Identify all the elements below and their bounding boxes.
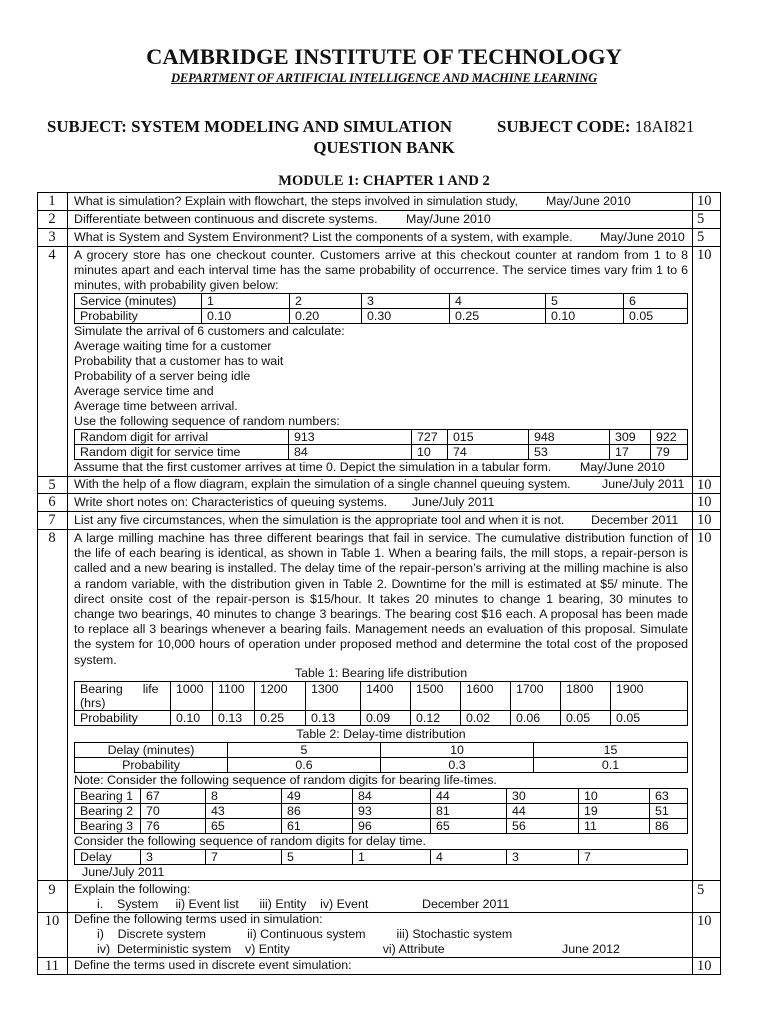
table-cell: Delay (minutes) xyxy=(75,743,228,758)
table-cell: 11 xyxy=(579,819,650,834)
table-cell: 0.05 xyxy=(611,711,688,726)
table-cell: Service (minutes) xyxy=(75,294,202,309)
table-cell: 727 xyxy=(412,430,448,445)
table-cell: 10 xyxy=(381,743,534,758)
subject-code-label: SUBJECT CODE: xyxy=(497,117,631,136)
table-cell: 0.6 xyxy=(228,758,381,773)
subject-code xyxy=(497,117,694,137)
row-divider xyxy=(37,529,721,530)
table-cell: 0.06 xyxy=(511,711,561,726)
table-cell: 3 xyxy=(362,294,450,309)
table-cell: 0.02 xyxy=(461,711,511,726)
table-cell: 7 xyxy=(579,850,688,865)
question-items: iv) Deterministic system v) Entity vi) Attribute xyxy=(97,942,445,956)
table-cell: 3 xyxy=(141,850,206,865)
question-date: May/June 2010 xyxy=(580,460,665,474)
question-text: A grocery store has one checkout counter. Customers arrive at this checkout counter at random from 1 to 8 minutes apart and each interval time has the same probability of occurrence. The service times vary frim 1 to 6 minutes, with probability given below: xyxy=(74,248,688,293)
table-cell: 0.10 xyxy=(546,309,624,324)
question-text: Average time between arrival. xyxy=(74,399,238,413)
table-cell: 43 xyxy=(206,804,282,819)
question-text: Differentiate between continuous and discrete systems. xyxy=(74,212,378,226)
table-cell: 15 xyxy=(534,743,688,758)
subject-title: SUBJECT: SYSTEM MODELING AND SIMULATION xyxy=(47,117,452,136)
question-text: A large milling machine has three different bearings that fail in service. The cumulative distribution function of the life of each bearing is identical, as shown in Table 1. When a bearing fails, the mill stops, a repair-person is called and a new bearing is installed. The delay time of the repair-person’s arriving at the milling machine is also a random variable, with the distribution given in Table 2. Downtime for the mill is estimated at $5/ minute. The direct onsite cost of the repair-person is $15/hour. It takes 20 minutes to change 1 bearing, 30 minutes to change two bearings, 40 minutes to change 3 bearings. The bearing cost $16 each. A proposal has been made to replace all 3 bearings whenever a bearing fails. Management needs an evaluation of this proposal. Simulate the system for 10,000 hours of operation under proposed method and determine the total cost of the proposed system. xyxy=(74,531,688,667)
table-cell: 015 xyxy=(448,430,529,445)
question-text: What is simulation? Explain with flowchart, the steps involved in simulation study, xyxy=(74,194,518,208)
question-text: Consider the following sequence of random digits for delay time. xyxy=(74,834,426,848)
table-cell: 86 xyxy=(650,819,688,834)
table-cell: 0.30 xyxy=(362,309,450,324)
table-cell: 922 xyxy=(651,430,688,445)
question-date: May/June 2010 xyxy=(546,194,631,208)
question-text: What is System and System Environment? List the components of a system, with example. xyxy=(74,230,573,244)
question-date: June 2012 xyxy=(562,942,620,956)
table-cell: Bearing 2 xyxy=(75,804,141,819)
table-cell: 81 xyxy=(431,804,507,819)
table-cell: 93 xyxy=(353,804,431,819)
question-marks: 10 xyxy=(697,477,712,493)
table-cell: 1200 xyxy=(255,682,306,711)
table-cell: 79 xyxy=(651,445,688,460)
question-number: 5 xyxy=(48,477,56,493)
table-cell: 56 xyxy=(507,819,579,834)
table-cell: 84 xyxy=(353,789,431,804)
question-marks: 10 xyxy=(697,958,712,974)
question-date: June/July 2011 xyxy=(82,865,165,879)
table-cell: 19 xyxy=(579,804,650,819)
table-cell: 1400 xyxy=(361,682,411,711)
table-cell: 1800 xyxy=(561,682,611,711)
question-number: 8 xyxy=(48,530,56,546)
delay-random-digits-table xyxy=(74,849,688,865)
question-number: 10 xyxy=(44,913,60,929)
table-cell: 44 xyxy=(431,789,507,804)
table-cell: 1 xyxy=(202,294,290,309)
table-cell: 44 xyxy=(507,804,579,819)
subject-code-value: 18AI821 xyxy=(634,117,695,136)
delay-time-table xyxy=(74,742,688,773)
table-cell: 6 xyxy=(624,294,688,309)
table-cell: 70 xyxy=(141,804,206,819)
question-number: 1 xyxy=(48,193,56,209)
question-marks: 5 xyxy=(697,229,705,245)
table-cell: 53 xyxy=(529,445,610,460)
question-date: June/July 2011 xyxy=(602,477,685,491)
service-time-table xyxy=(74,293,688,324)
row-divider xyxy=(37,493,721,494)
table-cell: 1000 xyxy=(171,682,213,711)
table-label: Bearing xyxy=(80,682,123,696)
table-cell: 1500 xyxy=(411,682,461,711)
table-cell: 0.10 xyxy=(202,309,290,324)
table-cell: 86 xyxy=(282,804,353,819)
table-cell: 74 xyxy=(448,445,529,460)
question-date: May/June 2010 xyxy=(406,212,491,226)
table-cell: 51 xyxy=(650,804,688,819)
table-cell: 0.05 xyxy=(624,309,688,324)
grid-line-num xyxy=(67,192,68,974)
question-marks: 10 xyxy=(697,913,712,929)
table-cell: 30 xyxy=(507,789,579,804)
table-cell: 0.13 xyxy=(306,711,361,726)
table-label: life xyxy=(142,682,159,696)
question-text: Probability that a customer has to wait xyxy=(74,354,284,368)
question-marks: 10 xyxy=(697,512,712,528)
question-number: 4 xyxy=(48,247,56,263)
table-cell: 0.25 xyxy=(255,711,306,726)
question-items: i. System ii) Event list iii) Entity iv) Event xyxy=(97,897,369,911)
table-cell: 10 xyxy=(412,445,448,460)
question-text: Average waiting time for a customer xyxy=(74,339,272,353)
question-marks: 5 xyxy=(697,882,705,898)
question-text: Write short notes on: Characteristics of queuing systems. xyxy=(74,495,388,509)
table-cell: 0.12 xyxy=(411,711,461,726)
question-text: Probability of a server being idle xyxy=(74,369,251,383)
question-marks: 10 xyxy=(697,530,712,546)
table-cell: Bearing 1 xyxy=(75,789,141,804)
table-cell: 65 xyxy=(431,819,507,834)
table-cell: 309 xyxy=(610,430,651,445)
table-cell: 0.09 xyxy=(361,711,411,726)
table-cell: 0.05 xyxy=(561,711,611,726)
table-cell: Probability xyxy=(75,711,171,726)
table-cell: 65 xyxy=(206,819,282,834)
question-marks: 10 xyxy=(697,193,712,209)
question-text: Explain the following: xyxy=(74,882,191,896)
row-divider xyxy=(37,511,721,512)
question-text: Simulate the arrival of 6 customers and calculate: xyxy=(74,324,345,338)
department-title: DEPARTMENT OF ARTIFICIAL INTELLIGENCE AND MACHINE LEARNING xyxy=(171,71,597,85)
table-cell: 5 xyxy=(282,850,353,865)
table-cell: 0.25 xyxy=(450,309,546,324)
row-divider xyxy=(37,228,721,229)
table-cell: 0.20 xyxy=(290,309,362,324)
table-cell: 5 xyxy=(228,743,381,758)
grid-line-text xyxy=(692,192,693,974)
table-cell: 4 xyxy=(450,294,546,309)
table-cell: 10 xyxy=(579,789,650,804)
table-cell: 1700 xyxy=(511,682,561,711)
question-date: May/June 2010 xyxy=(600,230,685,244)
table-cell: 0.10 xyxy=(171,711,213,726)
table-cell: 1300 xyxy=(306,682,361,711)
bearing-random-digits-table xyxy=(74,788,688,834)
question-number: 2 xyxy=(48,211,56,227)
table-cell: 7 xyxy=(206,850,282,865)
table-cell: 913 xyxy=(289,430,412,445)
table-cell: 8 xyxy=(206,789,282,804)
table-cell xyxy=(75,682,171,711)
table-cell: Probability xyxy=(75,758,228,773)
table-cell: 61 xyxy=(282,819,353,834)
question-text: Average service time and xyxy=(74,384,214,398)
document-type: QUESTION BANK xyxy=(313,138,455,157)
table-caption: Table 1: Bearing life distribution xyxy=(294,666,468,680)
question-text: Define the following terms used in simulation: xyxy=(74,912,323,926)
table-cell: 3 xyxy=(507,850,579,865)
table-label: (hrs) xyxy=(80,696,106,710)
question-items: i) Discrete system ii) Continuous system iii) Stochastic system xyxy=(97,927,513,941)
question-marks: 10 xyxy=(697,247,712,263)
question-text: Note: Consider the following sequence of random digits for bearing life-times. xyxy=(74,773,497,787)
table-cell: 84 xyxy=(289,445,412,460)
table-cell: Probability xyxy=(75,309,202,324)
row-divider xyxy=(37,246,721,247)
question-number: 7 xyxy=(48,512,56,528)
table-cell: Delay xyxy=(75,850,141,865)
question-text: List any five circumstances, when the simulation is the appropriate tool and when it is not. xyxy=(74,513,565,527)
table-cell: 49 xyxy=(282,789,353,804)
question-marks: 5 xyxy=(697,211,705,227)
table-cell: Bearing 3 xyxy=(75,819,141,834)
grid-line-left xyxy=(37,192,38,974)
table-cell: 0.13 xyxy=(213,711,255,726)
table-cell: 1 xyxy=(353,850,431,865)
question-text: Define the terms used in discrete event simulation: xyxy=(74,958,352,972)
table-cell: 2 xyxy=(290,294,362,309)
table-cell: 96 xyxy=(353,819,431,834)
table-cell: 5 xyxy=(546,294,624,309)
row-divider xyxy=(37,974,721,975)
table-cell: 0.3 xyxy=(381,758,534,773)
table-cell: Random digit for service time xyxy=(75,445,289,460)
question-number: 3 xyxy=(48,229,56,245)
question-number: 6 xyxy=(48,494,56,510)
table-cell: 17 xyxy=(610,445,651,460)
table-cell: 0.1 xyxy=(534,758,688,773)
question-number: 11 xyxy=(45,958,59,974)
question-date: December 2011 xyxy=(591,513,679,527)
grid-line-right xyxy=(720,192,721,974)
bearing-life-table xyxy=(74,681,688,726)
table-cell: 1600 xyxy=(461,682,511,711)
question-number: 9 xyxy=(48,882,56,898)
table-caption: Table 2: Delay-time distribution xyxy=(296,727,466,741)
table-cell: 1900 xyxy=(611,682,688,711)
random-digit-table xyxy=(74,429,688,460)
module-heading: MODULE 1: CHAPTER 1 AND 2 xyxy=(278,173,490,189)
question-date: June/July 2011 xyxy=(412,495,495,509)
table-cell: 1100 xyxy=(213,682,255,711)
row-divider xyxy=(37,210,721,211)
row-divider xyxy=(37,192,721,193)
institute-title: CAMBRIDGE INSTITUTE OF TECHNOLOGY xyxy=(146,44,622,69)
table-cell: 63 xyxy=(650,789,688,804)
question-date: December 2011 xyxy=(422,897,510,911)
table-cell: 76 xyxy=(141,819,206,834)
table-cell: Random digit for arrival xyxy=(75,430,289,445)
table-cell: 4 xyxy=(431,850,507,865)
question-marks: 10 xyxy=(697,494,712,510)
table-cell: 948 xyxy=(529,430,610,445)
question-text: Assume that the first customer arrives at time 0. Depict the simulation in a tabular form. xyxy=(74,460,552,474)
table-cell: 67 xyxy=(141,789,206,804)
question-text: With the help of a flow diagram, explain the simulation of a single channel queuing system. xyxy=(74,477,571,491)
question-text: Use the following sequence of random numbers: xyxy=(74,414,340,428)
